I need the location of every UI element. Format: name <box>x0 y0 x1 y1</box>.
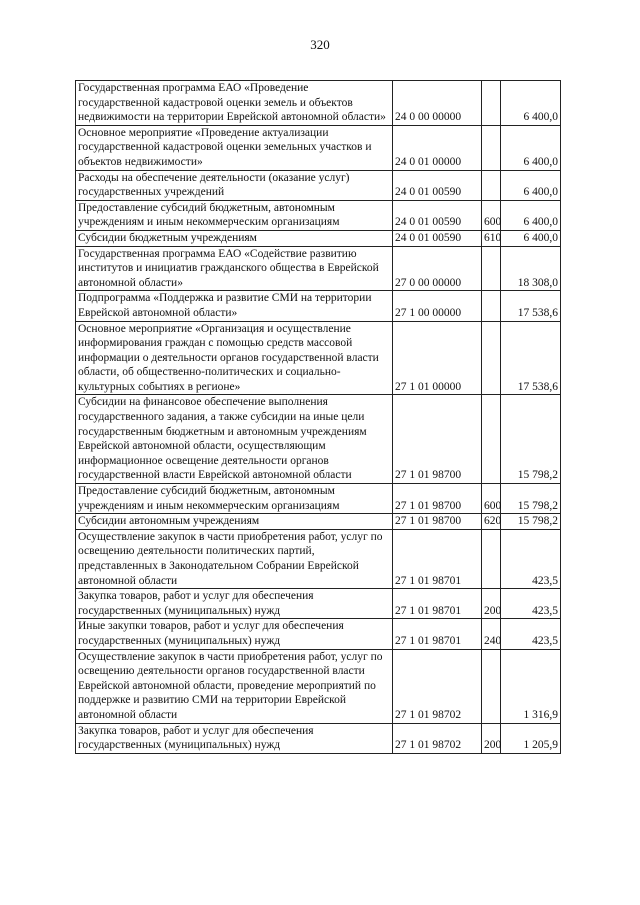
amount: 15 798,2 <box>501 514 561 530</box>
table-row <box>76 589 561 619</box>
expense-name: Основное мероприятие «Проведение актуализации государственной кадастровой оценки земельных участков и объектов недвижимости» <box>76 125 393 170</box>
target-article-code: 27 1 00 00000 <box>393 291 482 321</box>
table-row <box>76 529 561 588</box>
amount: 423,5 <box>501 529 561 588</box>
amount: 18 308,0 <box>501 246 561 291</box>
table-row <box>76 723 561 753</box>
amount: 6 400,0 <box>501 81 561 126</box>
amount: 15 798,2 <box>501 484 561 514</box>
target-article-code: 24 0 00 00000 <box>393 81 482 126</box>
target-article-code: 27 1 01 98701 <box>393 529 482 588</box>
expense-type-code <box>482 395 501 484</box>
target-article-code: 24 0 01 00590 <box>393 230 482 246</box>
table-row <box>76 649 561 723</box>
expense-name: Субсидии на финансовое обеспечение выполнения государственного задания, а также субсидии на иные цели государственным бюджетным и автономным учреждениям Еврейской автономной области, осуществляющим информационное освещение деятельности органов государственной власти Еврейской автономной области <box>76 395 393 484</box>
expense-name: Иные закупки товаров, работ и услуг для обеспечения государственных (муниципальных) нужд <box>76 619 393 649</box>
expense-name: Расходы на обеспечение деятельности (оказание услуг) государственных учреждений <box>76 170 393 200</box>
table-row <box>76 200 561 230</box>
expense-name: Государственная программа ЕАО «Содействие развитию институтов и инициатив гражданского общества в Еврейской автономной области» <box>76 246 393 291</box>
expense-name: Осуществление закупок в части приобретения работ, услуг по освещению деятельности политических партий, представленных в Законодательном Собрании Еврейской автономной области <box>76 529 393 588</box>
amount: 15 798,2 <box>501 395 561 484</box>
expense-type-code: 240 <box>482 619 501 649</box>
target-article-code: 24 0 01 00000 <box>393 125 482 170</box>
amount: 1 316,9 <box>501 649 561 723</box>
expense-type-code <box>482 170 501 200</box>
target-article-code: 27 1 01 98701 <box>393 619 482 649</box>
table-row <box>76 484 561 514</box>
expense-type-code: 200 <box>482 589 501 619</box>
expense-name: Основное мероприятие «Организация и осуществление информирования граждан с помощью средств массовой информации о деятельности органов государственной власти области, об общественно-политических и социально-культурных событиях в регионе» <box>76 321 393 395</box>
amount: 423,5 <box>501 619 561 649</box>
amount: 17 538,6 <box>501 291 561 321</box>
amount: 6 400,0 <box>501 230 561 246</box>
expense-name: Подпрограмма «Поддержка и развитие СМИ на территории Еврейской автономной области» <box>76 291 393 321</box>
table-row <box>76 230 561 246</box>
expense-name: Предоставление субсидий бюджетным, автономным учреждениям и иным некоммерческим организациям <box>76 200 393 230</box>
expense-type-code: 620 <box>482 514 501 530</box>
amount: 423,5 <box>501 589 561 619</box>
expense-name: Осуществление закупок в части приобретения работ, услуг по освещению деятельности органов государственной власти Еврейской автономной области, проведение мероприятий по поддержке и развитию СМИ на территории Еврейской автономной области <box>76 649 393 723</box>
page-number: 320 <box>310 37 330 52</box>
target-article-code: 27 1 01 00000 <box>393 321 482 395</box>
expense-type-code <box>482 321 501 395</box>
amount: 1 205,9 <box>501 723 561 753</box>
target-article-code: 24 0 01 00590 <box>393 170 482 200</box>
target-article-code: 27 1 01 98700 <box>393 395 482 484</box>
budget-table-body <box>76 81 561 754</box>
target-article-code: 27 1 01 98702 <box>393 649 482 723</box>
table-row <box>76 619 561 649</box>
target-article-code: 24 0 01 00590 <box>393 200 482 230</box>
expense-type-code: 600 <box>482 484 501 514</box>
target-article-code: 27 1 01 98701 <box>393 589 482 619</box>
expense-name: Предоставление субсидий бюджетным, автономным учреждениям и иным некоммерческим организациям <box>76 484 393 514</box>
expense-type-code <box>482 246 501 291</box>
expense-type-code: 600 <box>482 200 501 230</box>
table-row <box>76 291 561 321</box>
table-row <box>76 321 561 395</box>
budget-table <box>75 80 561 754</box>
expense-type-code <box>482 291 501 321</box>
amount: 17 538,6 <box>501 321 561 395</box>
amount: 6 400,0 <box>501 200 561 230</box>
expense-name: Субсидии бюджетным учреждениям <box>76 230 393 246</box>
expense-type-code <box>482 125 501 170</box>
target-article-code: 27 1 01 98700 <box>393 484 482 514</box>
table-row <box>76 395 561 484</box>
target-article-code: 27 0 00 00000 <box>393 246 482 291</box>
table-row <box>76 81 561 126</box>
expense-name: Закупка товаров, работ и услуг для обеспечения государственных (муниципальных) нужд <box>76 589 393 619</box>
expense-name: Субсидии автономным учреждениям <box>76 514 393 530</box>
expense-name: Закупка товаров, работ и услуг для обеспечения государственных (муниципальных) нужд <box>76 723 393 753</box>
expense-name: Государственная программа ЕАО «Проведение государственной кадастровой оценки земель и объектов недвижимости на территории Еврейской автономной области» <box>76 81 393 126</box>
expense-type-code: 200 <box>482 723 501 753</box>
amount: 6 400,0 <box>501 170 561 200</box>
target-article-code: 27 1 01 98700 <box>393 514 482 530</box>
table-row <box>76 125 561 170</box>
table-row <box>76 514 561 530</box>
table-row <box>76 246 561 291</box>
table-row <box>76 170 561 200</box>
expense-type-code <box>482 649 501 723</box>
expense-type-code <box>482 81 501 126</box>
amount: 6 400,0 <box>501 125 561 170</box>
target-article-code: 27 1 01 98702 <box>393 723 482 753</box>
expense-type-code <box>482 529 501 588</box>
expense-type-code: 610 <box>482 230 501 246</box>
